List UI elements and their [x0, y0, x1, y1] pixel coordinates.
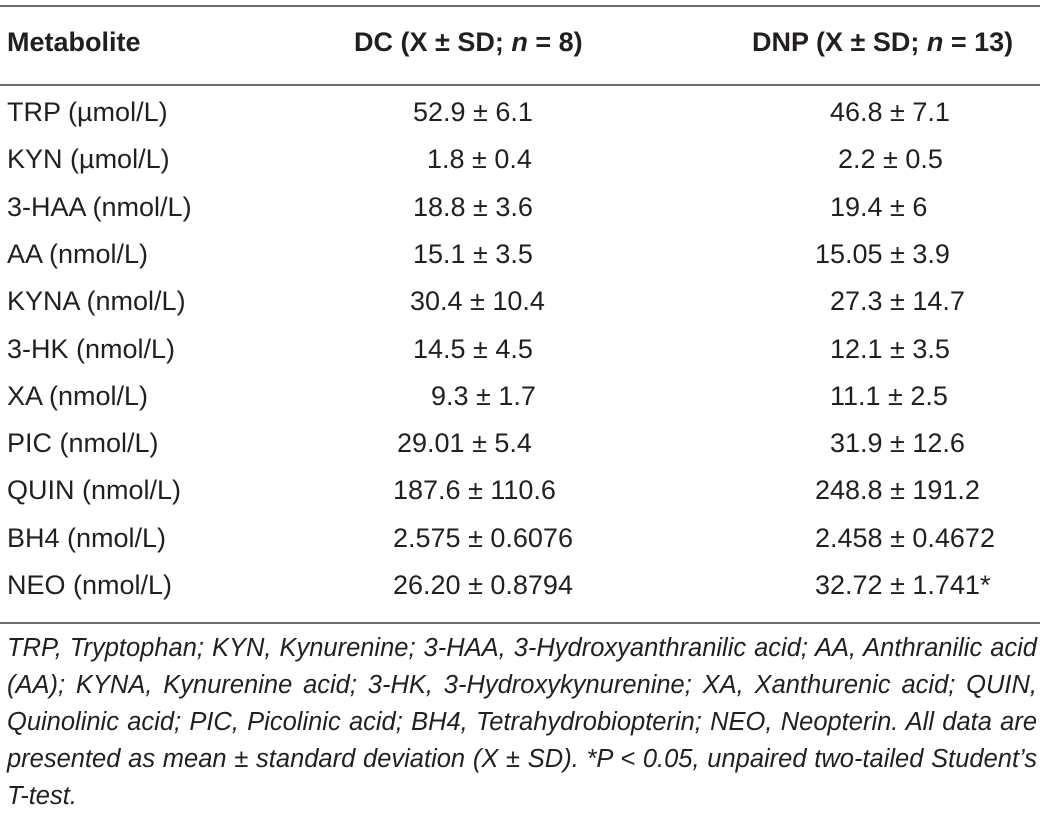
metabolite-cell: 3-HAA (nmol/L)	[7, 191, 192, 222]
dc-value-cell: 30.4 ± 10.4	[410, 286, 545, 317]
metabolite-cell: XA (nmol/L)	[7, 380, 149, 411]
dnp-value-cell: 12.1 ± 3.5	[830, 333, 950, 364]
dnp-value-cell: 19.4 ± 6	[830, 191, 928, 222]
dnp-value-cell: 31.9 ± 12.6	[830, 428, 965, 459]
metabolite-cell: 3-HK (nmol/L)	[7, 333, 176, 364]
metabolite-cell: QUIN (nmol/L)	[7, 475, 182, 506]
dc-value-cell: 15.1 ± 3.5	[413, 238, 533, 269]
metabolite-cell: AA (nmol/L)	[7, 238, 149, 269]
table-header-rule	[0, 84, 1040, 86]
dc-value-cell: 9.3 ± 1.7	[431, 380, 536, 411]
dnp-value-cell: 11.1 ± 2.5	[830, 380, 948, 411]
header-dc	[354, 26, 583, 58]
dnp-value-cell: 2.2 ± 0.5	[838, 144, 943, 175]
header-dnp-n: n	[926, 27, 944, 57]
table-bottom-rule	[0, 622, 1040, 624]
dnp-value-cell: 2.458 ± 0.4672	[815, 522, 995, 553]
dc-value-cell: 26.20 ± 0.8794	[393, 570, 573, 600]
table-top-rule	[0, 5, 1040, 7]
metabolite-cell: KYN (µmol/L)	[7, 144, 170, 175]
dc-value-cell: 52.9 ± 6.1	[413, 97, 533, 127]
header-dc-prefix: DC (X ± SD;	[354, 27, 512, 57]
metabolite-cell: PIC (nmol/L)	[7, 428, 159, 459]
dc-value-cell: 18.8 ± 3.6	[413, 191, 533, 222]
metabolite-cell: TRP (µmol/L)	[7, 97, 168, 127]
dc-value-cell: 14.5 ± 4.5	[413, 333, 533, 364]
dnp-value-cell: 27.3 ± 14.7	[830, 286, 965, 317]
table-footnote: TRP, Tryptophan; KYN, Kynurenine; 3-HAA, 3-Hydroxyanthranilic acid; AA, Anthranilic acid (AA); KYNA, Kynurenine acid; 3-HK, 3-Hydroxykynurenine; XA, Xanthurenic acid; QUIN, Quinolinic acid; PIC, Picolinic acid; BH4, Tetrahydrobiopterin; NEO, Neopterin. All data are presented as mean ± standard deviation (X ± SD). *P < 0.05, unpaired two-tailed Student’s T-test.	[7, 634, 1037, 810]
dnp-value-cell: 46.8 ± 7.1	[830, 97, 950, 127]
header-dc-suffix: = 8)	[527, 27, 583, 57]
metabolite-cell: KYNA (nmol/L)	[7, 286, 186, 317]
metabolite-cell: NEO (nmol/L)	[7, 570, 173, 600]
header-metabolite: Metabolite	[7, 27, 141, 57]
dc-value-cell: 187.6 ± 110.6	[393, 475, 556, 506]
header-dnp-prefix: DNP (X ± SD;	[752, 27, 927, 57]
metabolite-cell: BH4 (nmol/L)	[7, 522, 167, 553]
header-dnp	[752, 26, 1013, 58]
header-dc-n: n	[511, 27, 528, 57]
dc-value-cell: 1.8 ± 0.4	[427, 144, 532, 175]
dnp-value-cell: 248.8 ± 191.2	[815, 475, 980, 506]
header-dnp-suffix: = 13)	[943, 27, 1014, 57]
dc-value-cell: 29.01 ± 5.4	[397, 428, 532, 459]
dc-value-cell: 2.575 ± 0.6076	[393, 522, 573, 553]
dnp-value-cell: 32.72 ± 1.741*	[815, 570, 991, 600]
dnp-value-cell: 15.05 ± 3.9	[815, 238, 950, 269]
